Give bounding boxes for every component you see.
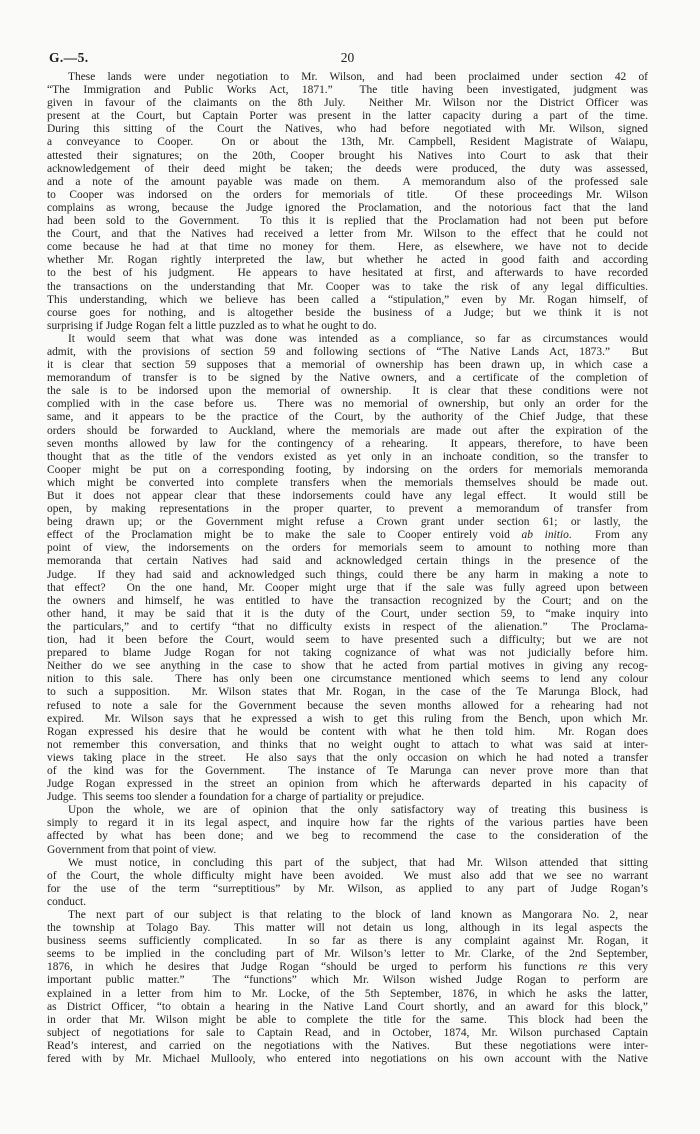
text-line: the Court, and that the Natives had received a letter from Mr. Wilson to the effect that he could not (47, 228, 648, 241)
text-line: come because he had at that time no money for them. Here, as elsewhere, we have not to decide (47, 241, 648, 254)
text-line: present at the Court, but Captain Porter was present in the latter capacity during a part of the time. (47, 110, 648, 123)
text-line: important public matter.” The “functions” which Mr. Wilson wished Judge Rogan to perform are (47, 974, 648, 987)
text-line: and a note of the amount payable was made on them. A memorandum also of the professed sale (47, 175, 648, 188)
text-line: surprising if Judge Rogan felt a little puzzled as to what he ought to do. (47, 319, 377, 332)
text-line: the sale is to be indorsed upon the memorial of ownership. It is clear that these conditions were not (47, 385, 648, 398)
text-line: admit, with the provisions of section 59 and following sections of “The Native Lands Act, 1873.” But (47, 345, 648, 358)
text-line: complains as wrong, because the Judge ignored the Proclamation, and the notorious fact that the land (47, 201, 648, 214)
text-line: Cooper might be put on a corresponding footing, by indorsing on the orders for memorials memoranda (47, 463, 648, 476)
text-line: views taking place in the street. He also says that the only occasion on which he had noted a transfer (47, 751, 648, 764)
text-line: being drawn up; or the Government might refuse a Crown grant under section 61; or lastly, the (47, 516, 648, 529)
text-line: thought that as the title of the vendors existed as yet only in an inchoate condition, so the transfer to (47, 450, 648, 463)
text-line: not remember this conversation, and thinks that no weight ought to attach to what was said at inter- (47, 738, 648, 751)
text-line: the township at Tolago Bay. This matter will not detain us long, although in its legal aspects the (47, 922, 648, 935)
text-line: Judge. If they had said and acknowledged such things, could there be any harm in making a note to (47, 568, 648, 581)
text-line: a conveyance to Cooper. On or about the 13th, Mr. Campbell, Resident Magistrate of Waiapu, (47, 136, 648, 149)
text-line: the owners and himself, he was entitled to have the transaction recognized by the Court; and on the (47, 594, 648, 607)
text-line: We must notice, in concluding this part of the subject, that had Mr. Wilson attended that sitting (68, 856, 648, 869)
page-number: 20 (340, 50, 355, 65)
text-line: that effect? On the one hand, Mr. Cooper might urge that if the sale was fully agreed upon between (47, 581, 648, 594)
text-line: conduct. (47, 895, 87, 908)
text-line: point of view, the indorsements on the orders for memorials seem to amount to nothing more than (47, 542, 648, 555)
text-line: 1876, in which he desires that Judge Rogan “should be urged to perform his functions re this very (47, 961, 648, 974)
text-line: affected by what has been done; and we beg to recommend the case to the consideration of the (47, 830, 648, 843)
text-line: Judge. This seems too slender a foundation for a charge of partiality or prejudice. (47, 791, 425, 804)
text-line: for the use of the term “surreptitious” by Mr. Wilson, as applied to any part of Judge Rogan’s (47, 882, 648, 895)
text-line: given in favour of the claimants on the 8th July. Neither Mr. Wilson nor the District Officer was (47, 97, 648, 110)
text-line: complied with in the case before us. There was no memorial of ownership, but only an order for the (47, 398, 648, 411)
text-line: whether Mr. Rogan rightly interpreted the law, but whether he acted in good faith and according (47, 254, 648, 267)
text-line: But it does not appear clear that these indorsements could have any legal effect. It would still be (47, 490, 648, 502)
document-body (47, 71, 648, 1066)
text-line: These lands were under negotiation to Mr. Wilson, and had been proclaimed under section 42 of (68, 71, 648, 83)
text-line: Rogan expressed his desire that he would be content with what he then told him. Mr. Rogan does (47, 725, 648, 738)
text-line: orders should be forwarded to Auckland, where the memorials are made out after the expiration of the (47, 424, 648, 437)
text-line: to such a supposition. Mr. Wilson states that Mr. Rogan, in the case of the Te Marunga Block, had (47, 686, 648, 699)
text-line: business seems sufficiently complicated. In so far as there is any complaint against Mr. Rogan, it (47, 935, 648, 948)
text-line: seems to be implied in the concluding part of Mr. Wilson’s letter to Mr. Clarke, of the 2nd September, (47, 948, 648, 961)
text-line: to the best of his judgment. He appears to have hesitated at first, and afterwards to have recorded (47, 267, 648, 280)
text-line: The next part of our subject is that relating to the block of land known as Mangorara No. 2, near (68, 909, 648, 921)
text-line: explained in a letter from him to Mr. Locke, of the 5th September, 1876, in which he asks the latter, (47, 987, 648, 1000)
text-line: of the kind was for the Government. The instance of Te Marunga can never prove more than that (47, 764, 648, 777)
text-line: simply to regard it in its legal aspect, and inquire how far the rights of the various parties have been (47, 817, 648, 830)
text-line: refused to note a sale for the Government because the seven months allowed for a rehearing had not (47, 699, 648, 712)
text-line: the particulars,” and to certify “that no difficulty exists in respect of the alienation.” The Proclama- (47, 620, 648, 633)
text-line: seven months allowed by law for the contingency of a rehearing. It appears, therefore, to have been (47, 437, 648, 450)
text-line: course goes for nothing, and is altogether beside the business of a Judge; but we think it is not (47, 306, 648, 319)
text-line: other hand, it may be said that it is the duty of the Court, under section 59, to “make inquiry into (47, 607, 648, 620)
text-line: to Cooper was indorsed on the orders for memorials of title. Of these proceedings Mr. Wilson (47, 188, 648, 201)
text-line: of the Court, the whole difficulty might have been avoided. We must also add that we see no warrant (47, 869, 648, 882)
page-header (0, 50, 700, 68)
document-reference: G.—5. (49, 50, 89, 65)
text-line: attested their signatures; on the 20th, Cooper brought his Natives into Court to ask that their (47, 149, 648, 162)
text-line: open, by making representations in the proper quarter, to prevent a memorandum of transfer from (47, 503, 648, 516)
text-line: same, and it appears to be the practice of the Court, by the authority of the Chief Judge, that these (47, 411, 648, 424)
text-line: prepared to blame Judge Rogan for not taking cognizance of what was not judicially before him. (47, 647, 648, 660)
text-line: This understanding, which we believe has been called a “stipulation,” even by Mr. Rogan himself, of (47, 293, 648, 306)
text-line: acknowledgement of their deed might be taken; the deeds were produced, the duty was assessed, (47, 162, 648, 175)
text-line: It would seem that what was done was intended as a compliance, so far as circumstances would (68, 332, 648, 345)
text-line: Upon the whole, we are of opinion that the only satisfactory way of treating this business is (68, 804, 648, 817)
text-line: had been sold to the Government. To this it is replied that the Proclamation had not been put before (47, 215, 648, 228)
text-line: “The Immigration and Public Works Act, 1871.” The title having been investigated, judgment was (47, 84, 648, 97)
text-line: it is clear that section 59 supposes that a memorial of ownership has been drawn up, in which case a (47, 359, 648, 372)
text-line: Judge Rogan expressed in the street an opinion from which he afterwards departed in his capacity of (47, 778, 648, 791)
text-line: nition to this sale. There has only been one circumstance mentioned which seems to lend any colour (47, 673, 648, 686)
text-line: Government from that point of view. (47, 843, 217, 856)
text-line: which might be converted into complete transfers when the memorials themselves should be made out. (47, 476, 648, 489)
text-line: memorandum of transfer is to be signed by the Native owners, and a certificate of the completion of (47, 372, 648, 385)
text-line: subject of negotiations for sale to Captain Read, and in October, 1874, Mr. Wilson purchased Captain (47, 1026, 648, 1039)
text-line: the transactions on the understanding that Mr. Cooper was to take the risk of any legal difficulties. (47, 280, 648, 293)
text-line: tion, had it been before the Court, would seem to have presented such a difficulty; but we are not (47, 634, 648, 647)
text-line: as District Officer, “to obtain a hearing in the Native Land Court shortly, and an award for this block,” (47, 1000, 648, 1013)
text-line: expired. Mr. Wilson says that he expressed a wish to get this ruling from the Bench, upon which Mr. (47, 712, 648, 725)
text-line: memoranda that certain Natives had said and acknowledged certain things in the presence of the (47, 555, 648, 568)
text-line: fered with by Mr. Michael Mullooly, who entered into negotiations on his own account with the Native (47, 1053, 648, 1066)
text-line: effect of the Proclamation might be to make the sale to Cooper entirely void ab initio. From any (47, 529, 648, 542)
text-line: Read’s interest, and carried on the negotiations with the Natives. But these negotiations were inter- (47, 1039, 648, 1052)
text-line: Neither do we see anything in the case to show that he acted from partial motives in giving any recog- (47, 660, 648, 673)
text-line: During this sitting of the Court the Natives, who had before negotiated with Mr. Wilson, signed (47, 123, 648, 136)
text-line: in order that Mr. Wilson might be able to complete the title for the same. This block had been the (47, 1013, 648, 1026)
